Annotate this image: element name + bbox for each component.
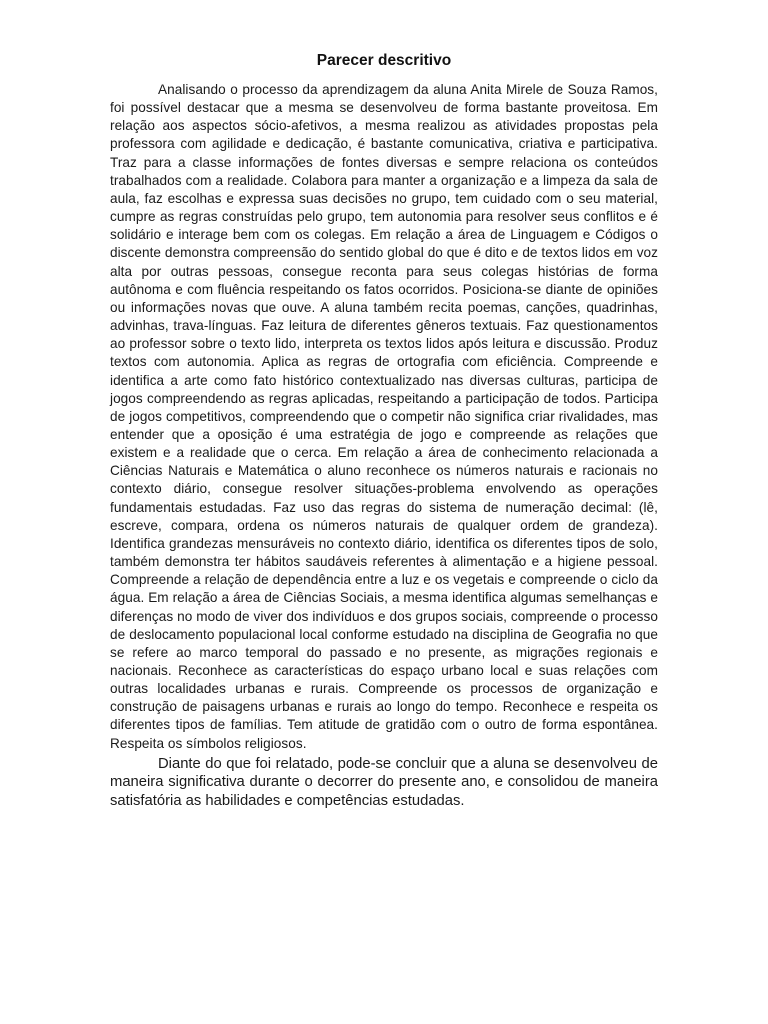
body-paragraph-2: Diante do que foi relatado, pode-se concluir que a aluna se desenvolveu de maneira significativa durante o decorrer do presente ano, e consolidou de maneira satisfatória as habilidades e competências estudadas. xyxy=(110,755,658,809)
body-paragraph-1: Analisando o processo da aprendizagem da aluna Anita Mirele de Souza Ramos, foi possível destacar que a mesma se desenvolveu de forma bastante proveitosa. Em relação aos aspectos sócio-afetivos, a mesma realizou as atividades propostas pela professora com agilidade e dedicação, é bastante comunicativa, criativa e participativa. Traz para a classe informações de fontes diversas e sempre relaciona os conteúdos trabalhados com a realidade. Colabora para manter a organização e a limpeza da sala de aula, faz escolhas e expressa suas decisões no grupo, tem cuidado com o seu material, cumpre as regras construídas pelo grupo, tem autonomia para resolver seus conflitos e é solidário e interage bem com os colegas. Em relação a área de Linguagem e Códigos o discente demonstra compreensão do sentido global do que é dito e de textos lidos em voz alta por outras pessoas, consegue reconta para seus colegas histórias de forma autônoma e com fluência respeitando os fatos ocorridos. Posiciona-se diante de opiniões ou informações novas que ouve. A aluna também recita poemas, canções, quadrinhas, advinhas, trava-línguas. Faz leitura de diferentes gêneros textuais. Faz questionamentos ao professor sobre o texto lido, interpreta os textos lidos após leitura e discussão. Produz textos com autonomia. Aplica as regras de ortografia com eficiência. Compreende e identifica a arte como fato histórico contextualizado nas diversas culturas, participa de jogos compreendendo as regras aplicadas, respeitando a participação de todos. Participa de jogos competitivos, compreendendo que o competir não significa criar rivalidades, mas entender que a oposição é uma estratégia de jogo e compreende as relações que existem e a realidade que o cerca. Em relação a área de conhecimento relacionada a Ciências Naturais e Matemática o aluno reconhece os números naturais e racionais no contexto diário, consegue resolver situações-problema envolvendo as operações fundamentais estudadas. Faz uso das regras do sistema de numeração decimal: (lê, escreve, compara, ordena os números naturais de qualquer ordem de grandeza). Identifica grandezas mensuráveis no contexto diário, identifica os diferentes tipos de solo, também demonstra ter hábitos saudáveis referentes à alimentação e a higiene pessoal. Compreende a relação de dependência entre a luz e os vegetais e compreende o ciclo da água. Em relação a área de Ciências Sociais, a mesma identifica algumas semelhanças e diferenças no modo de viver dos indivíduos e dos grupos sociais, compreende o processo de deslocamento populacional local conforme estudado na disciplina de Geografia no que se refere ao marco temporal do passado e no presente, as migrações regionais e nacionais. Reconhece as características do espaço urbano local e suas relações com outras localidades urbanas e rurais. Compreende os processos de organização e construção de paisagens urbanas e rurais ao longo do tempo. Reconhece e respeita os diferentes tipos de famílias. Tem atitude de gratidão com o outro de forma espontânea. Respeita os símbolos religiosos. xyxy=(110,82,658,751)
document-title: Parecer descritivo xyxy=(316,52,452,69)
document-page xyxy=(110,50,658,811)
